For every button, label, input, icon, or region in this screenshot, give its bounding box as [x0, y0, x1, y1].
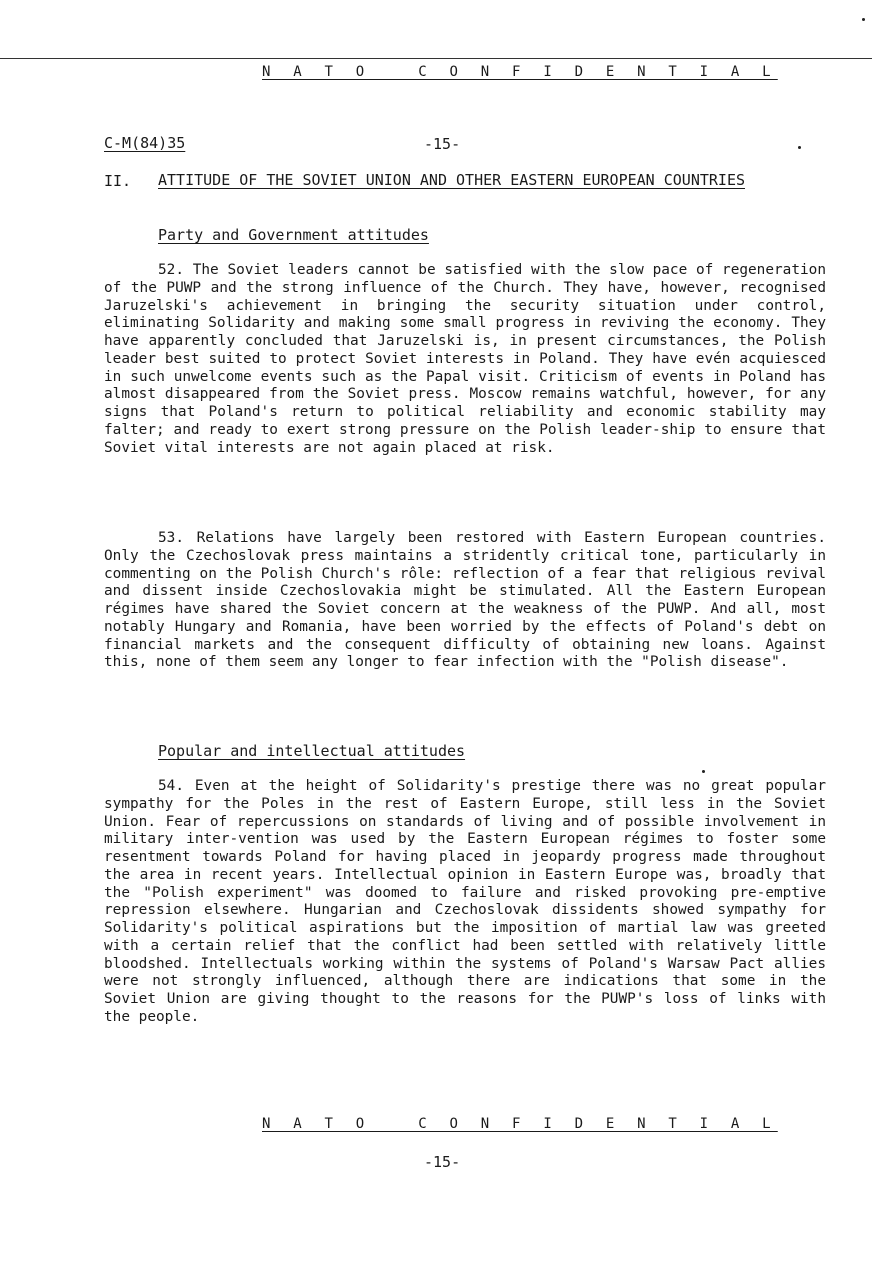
- scan-speck: [702, 770, 705, 773]
- page-number-bottom: -15-: [424, 1153, 461, 1171]
- paragraph-52: 52. The Soviet leaders cannot be satisfied with the slow pace of regeneration of the PUWP and the strong influence of the Church. They have, however, recognised Jaruzelski's achievement in bringing the security situation under control, eliminating Solidarity and making some small progress in reviving the economy. They have apparently concluded that Jaruzelski is, in present circumstances, the Polish leader best suited to protect Soviet interests in Poland. They have evén acquiesced in such unwelcome events such as the Papal visit. Criticism of events in Poland has almost disappeared from the Soviet press. Moscow remains watchful, however, for any signs that Poland's return to political reliability and economic stability may falter; and ready to exert strong pressure on the Polish leader-ship to ensure that Soviet vital interests are not again placed at risk.: [104, 262, 826, 456]
- subheading-popular-intellectual: Popular and intellectual attitudes: [158, 742, 466, 760]
- scan-speck: [798, 146, 801, 149]
- classification-banner-bottom: N A T O C O N F I D E N T I A L: [262, 1116, 778, 1132]
- top-rule: [0, 58, 872, 59]
- paragraph-54: 54. Even at the height of Solidarity's prestige there was no great popular sympathy for the Poles in the rest of Eastern Europe, still less in the Soviet Union. Fear of repercussions on standards of living and of possible involvement in military inter-vention was used by the Eastern European régimes to foster some resentment towards Poland for having placed in jeopardy progress made throughout the area in recent years. Intellectual opinion in Eastern Europe was, broadly that the "Polish experiment" was doomed to failure and risked provoking pre-emptive repression elsewhere. Hungarian and Czechoslovak dissidents showed sympathy for Solidarity's political aspirations but the imposition of martial law was greeted with a certain relief that the conflict had been settled with relatively little bloodshed. Intellectuals working within the systems of Poland's Warsaw Pact allies were not strongly influenced, although there are indications that some in the Soviet Union are giving thought to the reasons for the PUWP's loss of links with the people.: [104, 778, 826, 1025]
- scan-speck: [862, 18, 865, 21]
- section-title: ATTITUDE OF THE SOVIET UNION AND OTHER EASTERN EUROPEAN COUNTRIES: [158, 171, 745, 189]
- classification-banner-top: N A T O C O N F I D E N T I A L: [262, 64, 778, 80]
- section-number: II.: [104, 172, 132, 190]
- page-number-top: -15-: [424, 135, 461, 153]
- subheading-party-government: Party and Government attitudes: [158, 226, 429, 244]
- paragraph-53: 53. Relations have largely been restored with Eastern European countries. Only the Czechoslovak press maintains a stridently critical tone, particularly in commenting on the Polish Church's rôle: reflection of a fear that religious revival and dissent inside Czechoslovakia might be stimulated. All the Eastern European régimes have shared the Soviet concern at the weakness of the PUWP. And all, most notably Hungary and Romania, have been worried by the effects of Poland's debt on financial markets and the consequent difficulty of obtaining new loans. Against this, none of them seem any longer to fear infection with the "Polish disease".: [104, 530, 826, 671]
- document-reference: C-M(84)35: [104, 134, 186, 152]
